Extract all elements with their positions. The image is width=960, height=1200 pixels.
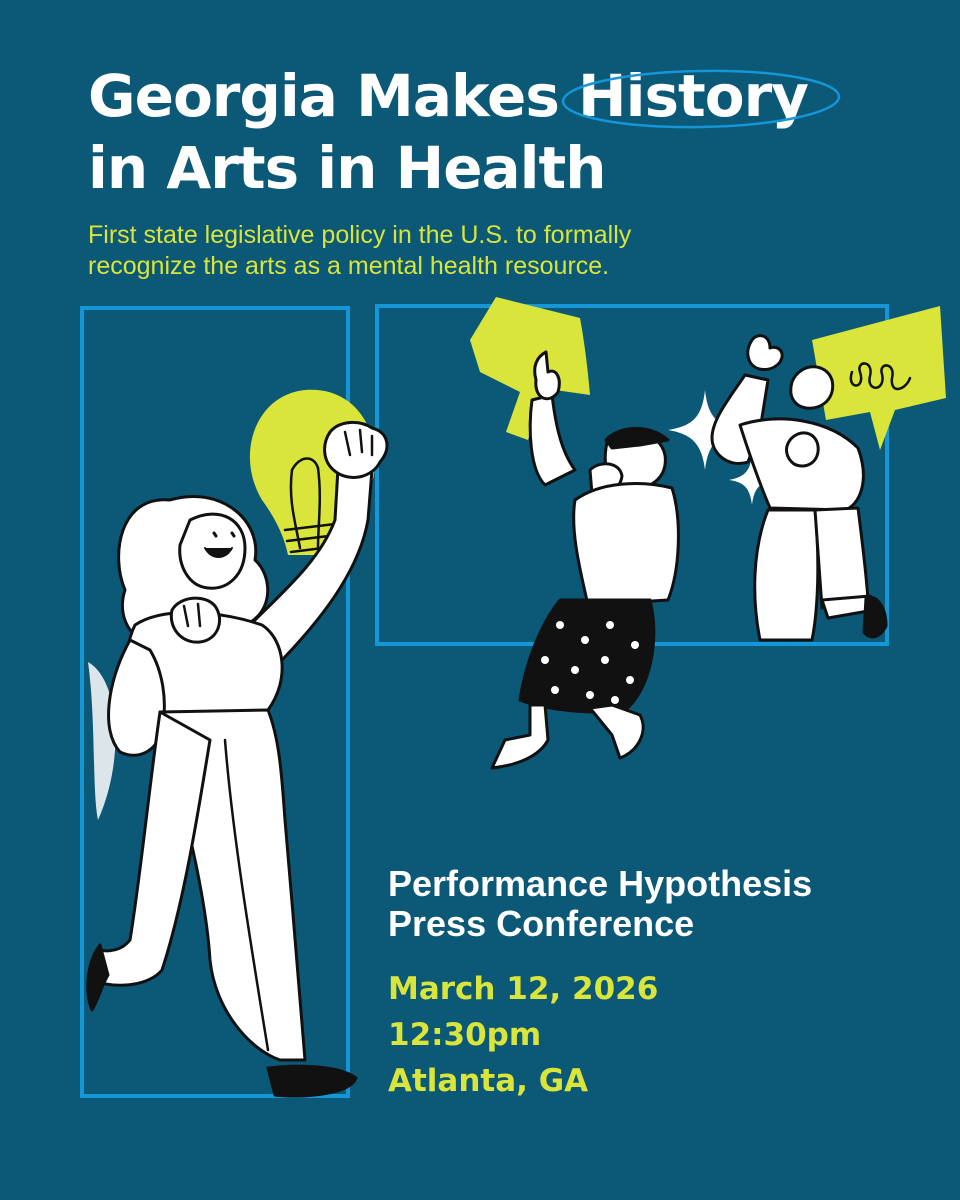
title-line-2: in Arts in Health	[88, 134, 606, 202]
page-title	[88, 60, 908, 204]
event-location: Atlanta, GA	[388, 1063, 589, 1099]
event-name-line-2: Press Conference	[388, 903, 695, 944]
subtitle-line-1: First state legislative policy in the U.S. to formally	[88, 221, 632, 249]
event-name-line-1: Performance Hypothesis	[388, 863, 813, 904]
subtitle-line-2: recognize the arts as a mental health resource.	[88, 252, 610, 280]
event-date: March 12, 2026	[388, 971, 659, 1007]
subtitle	[88, 220, 848, 282]
left-illustration-frame	[80, 306, 350, 1098]
event-name	[388, 864, 928, 944]
title-highlight-text: History	[578, 62, 808, 130]
event-details	[388, 966, 888, 1104]
title-highlight-word	[578, 60, 808, 132]
right-illustration-frame	[375, 304, 889, 646]
event-time: 12:30pm	[388, 1017, 542, 1053]
title-prefix: Georgia Makes	[88, 62, 579, 130]
title-line-1	[88, 60, 908, 132]
